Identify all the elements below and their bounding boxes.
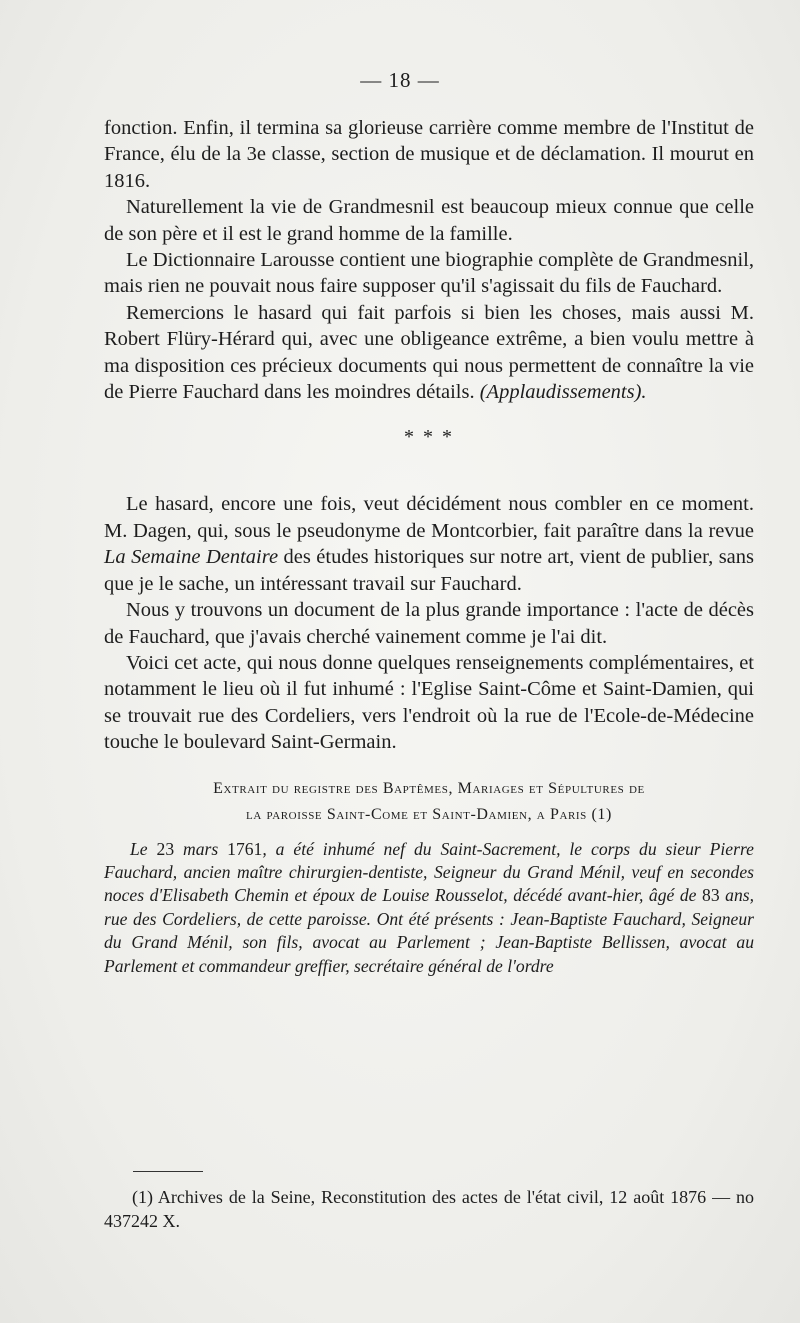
page-number: — 18 — xyxy=(360,68,440,92)
paragraph: Remercions le hasard qui fait parfois si bien les choses, mais aussi M. Robert Flüry-Hérard qui, avec une obligeance extrême, a bien voulu mettre à ma disposition ces précieux documents qui nous permettent de connaître la vie de Pierre Fauchard dans les moindres détails. (Applaudissements). xyxy=(104,301,754,404)
journal-title: La Semaine Dentaire xyxy=(104,546,279,569)
heading-line: Extrait du registre des Baptêmes, Mariages et Sépultures de xyxy=(213,779,645,797)
paragraph: Voici cet acte, qui nous donne quelques renseignements complémentaires, et notamment le lieu où il fut inhumé : l'Eglise Saint-Côme et Saint-Damien, qui se trouvait rue des Cordeliers, vers l'endroit où la rue de l'Ecole-de-Médecine touche le boulevard Saint-Germain. xyxy=(104,651,754,754)
paragraph: Naturellement la vie de Grandmesnil est beaucoup mieux connue que celle de son père et il est le grand homme de la famille. xyxy=(104,196,754,245)
paragraph: fonction. Enfin, il termina sa glorieuse carrière comme membre de l'Institut de France, élu de la 3e classe, section de musique et de déclamation. Il mourut en 1816. xyxy=(104,117,754,192)
asterism-text: * * * xyxy=(404,426,454,449)
paragraph: Le Dictionnaire Larousse contient une biographie complète de Grandmesnil, mais rien ne pouvait nous faire supposer qu'il s'agissait du fils de Fauchard. xyxy=(104,249,754,298)
heading-line: la paroisse Saint-Come et Saint-Damien, a Paris (1) xyxy=(246,805,612,823)
applause-note: (Applaudissements). xyxy=(479,381,647,404)
register-heading xyxy=(104,776,754,828)
footnote: (1) Archives de la Seine, Reconstitution des actes de l'état civil, 12 août 1876 — no 437242 X. xyxy=(104,1187,754,1231)
footnote-rule xyxy=(133,1171,203,1172)
death-record-extract: Le 23 mars 1761, a été inhumé nef du Saint-Sacrement, le corps du sieur Pierre Fauchard, ancien maître chirurgien-dentiste, Seigneur du Grand Ménil, veuf en secondes noces d'Elisabeth Chemin et époux de Louise Rousselot, décédé avant-hier, âgé de 83 ans, rue des Cordeliers, de cette paroisse. Ont été présents : Jean-Baptiste Fauchard, Seigneur du Grand Ménil, son fils, avocat au Parlement ; Jean-Baptiste Bellissen, avocat au Parlement et commandeur greffier, secrétaire général de l'ordre xyxy=(104,838,755,976)
paragraph: Nous y trouvons un document de la plus grande importance : l'acte de décès de Fauchard, que j'avais cherché vainement comme je l'ai dit. xyxy=(104,599,754,648)
main-text xyxy=(104,115,754,978)
asterism xyxy=(104,427,754,467)
paragraph: Le hasard, encore une fois, veut décidément nous combler en ce moment. M. Dagen, qui, sous le pseudonyme de Montcorbier, fait paraître dans la revue La Semaine Dentaire des études historiques sur notre art, vient de publier, sans que je le sache, un intéressant travail sur Fauchard. xyxy=(104,493,754,595)
